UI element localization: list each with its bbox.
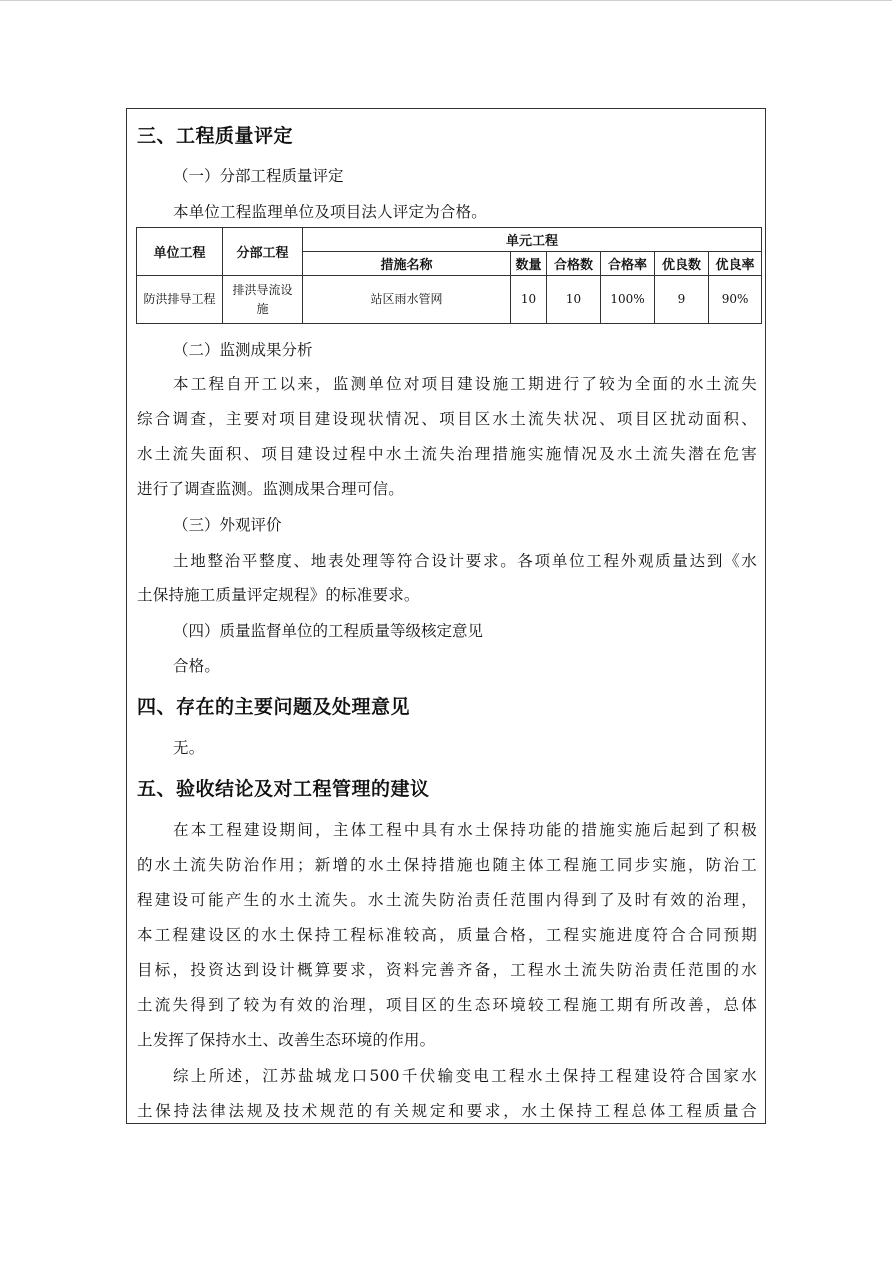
td-measure-name: 站区雨水管网 — [303, 276, 511, 324]
td-sub-project-line2: 施 — [256, 301, 269, 316]
th-unit-project: 单位工程 — [137, 228, 223, 276]
section-4-title: 四、存在的主要问题及处理意见 — [137, 696, 411, 718]
td-unit-project: 防洪排导工程 — [137, 276, 223, 324]
section-3-sub4: （四）质量监督单位的工程质量等级核定意见 — [173, 622, 484, 640]
td-qualified: 10 — [547, 276, 601, 324]
section-5-para2-line: 土保持法律法规及技术规范的有关规定和要求，水土保持工程总体工程质量合 — [137, 1102, 757, 1120]
page-top-border — [0, 0, 892, 1]
section-3-sub4-text: 合格。 — [173, 657, 221, 675]
section-5-title: 五、验收结论及对工程管理的建议 — [137, 778, 430, 800]
td-count: 10 — [511, 276, 547, 324]
td-excellent: 9 — [655, 276, 709, 324]
section-5-para1-line: 在本工程建设期间，主体工程中具有水土保持功能的措施实施后起到了积极 — [173, 821, 757, 839]
section-3-sub2-line: 水土流失面积、项目建设过程中水土流失治理措施实施情况及水土流失潜在危害 — [137, 445, 757, 463]
section-3-sub3: （三）外观评价 — [173, 516, 282, 534]
section-5-para1-line: 本工程建设区的水土保持工程标准较高，质量合格，工程实施进度符合合同预期 — [137, 926, 757, 944]
section-3-title: 三、工程质量评定 — [137, 125, 294, 147]
section-3-sub1-text: 本单位工程监理单位及项目法人评定为合格。 — [173, 203, 488, 221]
td-sub-project — [223, 276, 303, 324]
td-qualified-rate: 100% — [601, 276, 655, 324]
table-row — [137, 276, 762, 324]
th-count: 数量 — [511, 252, 547, 276]
section-5-para1-line: 的水土流失防治作用；新增的水土保持措施也随主体工程施工同步实施，防治工 — [137, 856, 757, 874]
th-excellent: 优良数 — [655, 252, 709, 276]
quality-table — [136, 227, 762, 324]
th-unit-element: 单元工程 — [303, 228, 762, 252]
section-3-sub3-line: 土保持施工质量评定规程》的标准要求。 — [137, 586, 420, 604]
th-excellent-rate: 优良率 — [709, 252, 762, 276]
th-measure-name: 措施名称 — [303, 252, 511, 276]
section-3-sub3-line: 土地整治平整度、地表处理等符合设计要求。各项单位工程外观质量达到《水 — [173, 552, 757, 570]
section-5-para1-line: 目标，投资达到设计概算要求，资料完善齐备，工程水土流失防治责任范围的水 — [137, 961, 757, 979]
section-5-para2-line: 综上所述，江苏盐城龙口500千伏输变电工程水土保持工程建设符合国家水 — [173, 1067, 757, 1085]
th-qualified-rate: 合格率 — [601, 252, 655, 276]
td-sub-project-line1: 排洪导流设 — [232, 282, 293, 297]
section-5-para1-line: 土流失得到了较为有效的治理，项目区的生态环境较工程施工期有所改善，总体 — [137, 996, 757, 1014]
section-3-sub2-line: 本工程自开工以来，监测单位对项目建设施工期进行了较为全面的水土流失 — [173, 375, 757, 393]
document-frame — [126, 108, 766, 1124]
section-3-sub2-line: 综合调查，主要对项目建设现状情况、项目区水土流失状况、项目区扰动面积、 — [137, 410, 757, 428]
td-excellent-rate: 90% — [709, 276, 762, 324]
section-3-sub2: （二）监测成果分析 — [173, 341, 313, 359]
th-sub-project: 分部工程 — [223, 228, 303, 276]
section-5-para1-line: 程建设可能产生的水土流失。水土流失防治责任范围内得到了及时有效的治理， — [137, 891, 757, 909]
th-qualified: 合格数 — [547, 252, 601, 276]
section-5-para1-line: 上发挥了保持水土、改善生态环境的作用。 — [137, 1031, 436, 1049]
section-3-sub1: （一）分部工程质量评定 — [173, 167, 344, 185]
section-4-text: 无。 — [173, 739, 205, 757]
section-3-sub2-line: 进行了调查监测。监测成果合理可信。 — [137, 480, 404, 498]
